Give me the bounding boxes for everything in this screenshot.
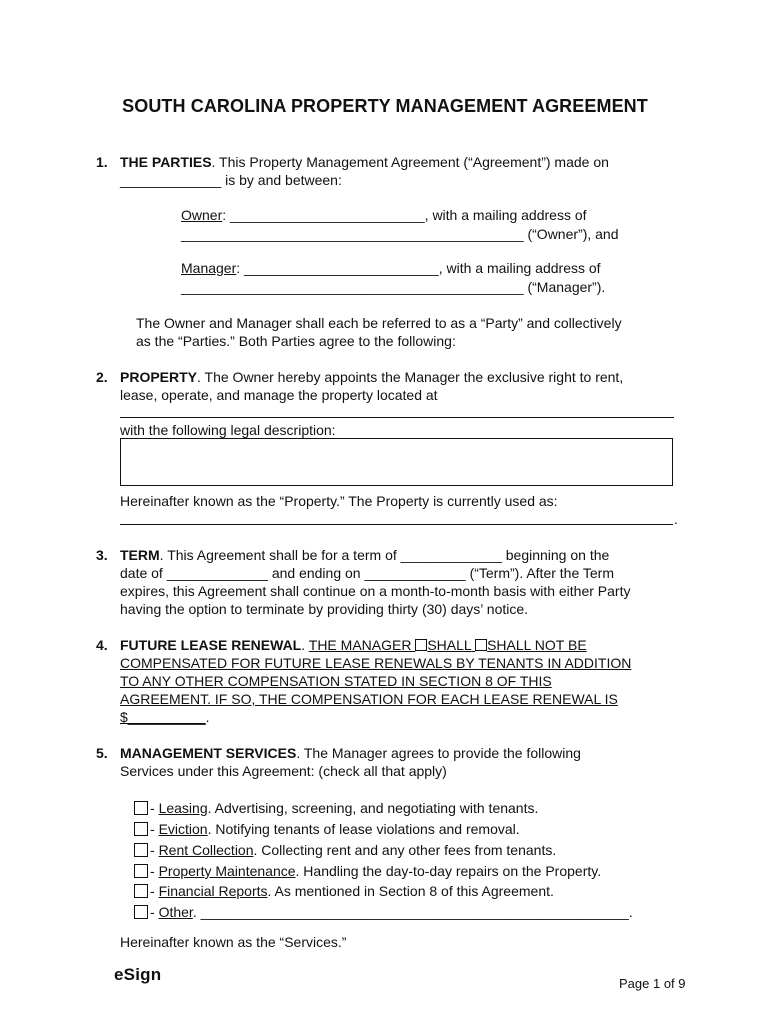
legal-description-label: with the following legal description: (120, 422, 336, 438)
service-row-financial-reports: - Financial Reports. As mentioned in Section 8 of this Agreement. (134, 882, 554, 900)
section-2-heading: PROPERTY (120, 369, 198, 385)
service-checkbox-rent-collection[interactable] (134, 843, 148, 857)
parties-line-2: as the “Parties.” Both Parties agree to the following: (136, 333, 456, 349)
section-2-line-1: PROPERTY. The Owner hereby appoints the Manager the exclusive right to rent, (120, 369, 624, 385)
property-address-line[interactable] (120, 417, 674, 418)
section-5-line-1: MANAGEMENT SERVICES. The Manager agrees to provide the following (120, 745, 581, 761)
property-use-label: Hereinafter known as the “Property.” The Property is currently used as: (120, 493, 558, 509)
page-number: Page 1 of 9 (619, 976, 686, 991)
section-4-number: 4. (96, 637, 108, 653)
section-4-line-4: AGREEMENT. IF SO, THE COMPENSATION FOR EACH LEASE RENEWAL IS (120, 691, 618, 707)
service-row-other: - Other. _______________________________________________________. (134, 903, 633, 921)
esign-logo: eSign (114, 965, 162, 984)
manager-line-2: ____________________________________________ (“Manager”). (181, 279, 606, 295)
property-use-period: . (674, 511, 678, 527)
service-row-leasing: - Leasing. Advertising, screening, and negotiating with tenants. (134, 799, 538, 817)
section-4-line-2: COMPENSATED FOR FUTURE LEASE RENEWALS BY TENANTS IN ADDITION (120, 655, 632, 671)
owner-line-1: Owner: _________________________, with a mailing address of (181, 207, 587, 223)
manager-label: Manager (181, 260, 237, 276)
section-3-line-3: expires, this Agreement shall continue on a month-to-month basis with either Party (120, 583, 631, 599)
document-title: SOUTH CAROLINA PROPERTY MANAGEMENT AGREEMENT (122, 96, 648, 116)
manager-line-1: Manager: _________________________, with a mailing address of (181, 260, 601, 276)
section-3-line-1: TERM. This Agreement shall be for a term of _____________ beginning on the (120, 547, 610, 563)
service-checkbox-other[interactable] (134, 905, 148, 919)
section-2-number: 2. (96, 369, 108, 385)
section-5-line-2: Services under this Agreement: (check all that apply) (120, 763, 447, 779)
section-5-heading: MANAGEMENT SERVICES (120, 745, 297, 761)
section-1-line-2: _____________ is by and between: (120, 172, 342, 188)
renewal-compensation-field[interactable]: $__________ (120, 709, 206, 725)
section-1-line-1: THE PARTIES. This Property Management Agreement (“Agreement”) made on (120, 154, 609, 170)
section-4-line-3: TO ANY OTHER COMPENSATION STATED IN SECTION 8 OF THIS (120, 673, 552, 689)
section-1-number: 1. (96, 154, 108, 170)
section-1-heading: THE PARTIES (120, 154, 212, 170)
service-checkbox-property-maintenance[interactable] (134, 864, 148, 878)
section-3-line-4: having the option to terminate by providing thirty (30) days’ notice. (120, 601, 529, 617)
legal-description-box[interactable] (120, 438, 673, 486)
property-use-line[interactable] (120, 524, 673, 525)
section-3-line-2: date of _____________ and ending on _____________ (“Term”). After the Term (120, 565, 614, 581)
service-checkbox-eviction[interactable] (134, 822, 148, 836)
section-4-heading: FUTURE LEASE RENEWAL (120, 637, 302, 653)
service-checkbox-financial-reports[interactable] (134, 884, 148, 898)
section-2-line-2: lease, operate, and manage the property located at (120, 387, 438, 403)
services-known-as: Hereinafter known as the “Services.” (120, 934, 347, 950)
shall-checkbox[interactable] (415, 639, 427, 651)
service-row-eviction: - Eviction. Notifying tenants of lease violations and removal. (134, 820, 520, 838)
section-5-number: 5. (96, 745, 108, 761)
section-3-heading: TERM (120, 547, 160, 563)
service-row-rent-collection: - Rent Collection. Collecting rent and any other fees from tenants. (134, 841, 556, 859)
owner-line-2: ____________________________________________ (“Owner”), and (181, 226, 619, 242)
service-checkbox-leasing[interactable] (134, 801, 148, 815)
shall-not-checkbox[interactable] (475, 639, 487, 651)
owner-label: Owner (181, 207, 223, 223)
section-3-number: 3. (96, 547, 108, 563)
section-4-line-5: $__________. (120, 709, 210, 725)
section-4-line-1: FUTURE LEASE RENEWAL. THE MANAGER SHALL SHALL NOT BE (120, 637, 587, 653)
service-row-property-maintenance: - Property Maintenance. Handling the day-to-day repairs on the Property. (134, 862, 601, 880)
parties-line-1: The Owner and Manager shall each be referred to as a “Party” and collectively (136, 315, 622, 331)
